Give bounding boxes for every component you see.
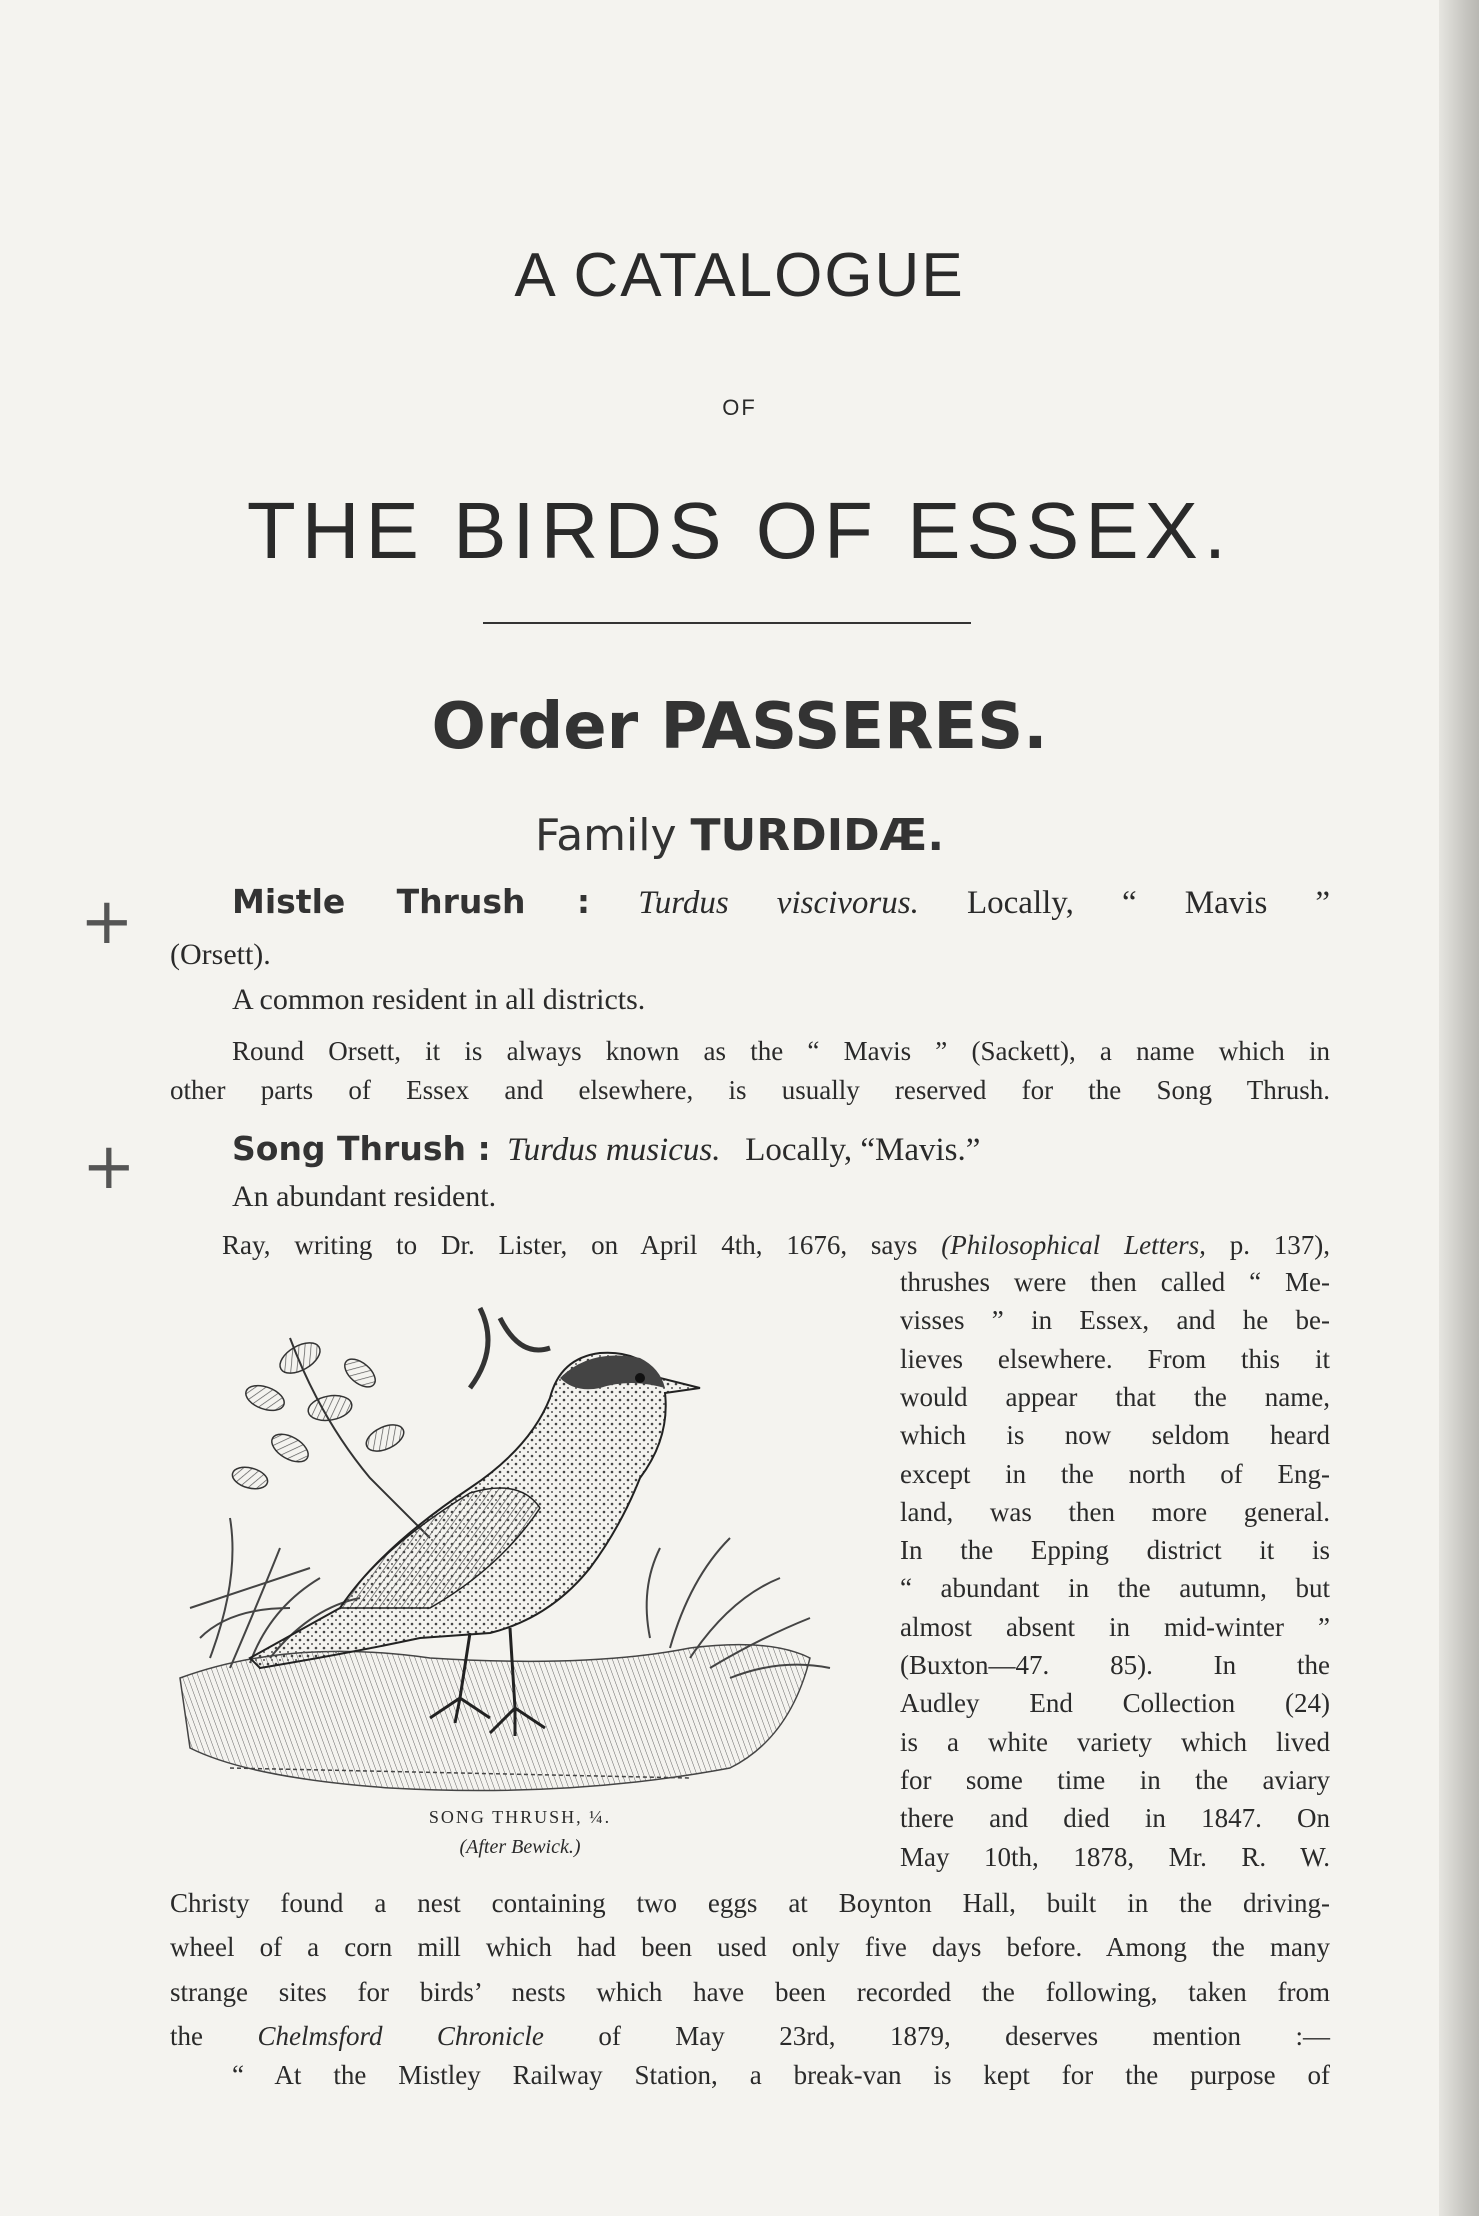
right-column-line: land, was then more general. bbox=[900, 1496, 1330, 1527]
right-column-line: almost absent in mid-winter ” bbox=[900, 1611, 1330, 1642]
mistle-status: A common resident in all districts. bbox=[232, 983, 646, 1016]
order-heading: Order PASSERES. bbox=[431, 690, 1048, 764]
local-name: Locally, “Mavis.” bbox=[745, 1132, 981, 1168]
locally-label: Locally, bbox=[967, 885, 1074, 921]
song-thrush-heading bbox=[232, 1129, 1330, 1169]
right-column-line: thrushes were then called “ Me- bbox=[900, 1267, 1330, 1297]
book-title: THE BIRDS OF ESSEX. bbox=[246, 486, 1233, 575]
species-name: Song Thrush : bbox=[232, 1129, 491, 1168]
catalogue-heading: A CATALOGUE bbox=[514, 241, 965, 310]
right-column-line: May 10th, 1878, Mr. R. W. bbox=[900, 1841, 1330, 1872]
chronicle-title: Chelmsford Chronicle bbox=[257, 2021, 544, 2051]
figure-credit: (After Bewick.) bbox=[459, 1836, 581, 1858]
right-column-line: In the Epping district it is bbox=[900, 1535, 1330, 1566]
figure-caption: SONG THRUSH, ¼. bbox=[428, 1807, 612, 1827]
mistle-thrush-heading bbox=[232, 882, 1330, 922]
species-name: Mistle Thrush : bbox=[232, 882, 591, 921]
quote-line: “ At the Mistley Railway Station, a break-van is kept for the purpose of bbox=[232, 2060, 1330, 2090]
mistle-locality: (Orsett). bbox=[170, 938, 271, 971]
mistle-note-line: Round Orsett, it is always known as the “ Mavis ” (Sackett), a name which in bbox=[232, 1036, 1330, 1066]
title-rule bbox=[483, 622, 971, 624]
chronicle-text: the bbox=[170, 2021, 203, 2051]
margin-cross-mark: + bbox=[80, 885, 134, 959]
ray-quote-line bbox=[222, 1230, 1330, 1261]
right-column-line: (Buxton—47. 85). In the bbox=[900, 1650, 1330, 1680]
family-heading bbox=[0, 810, 1479, 861]
right-column-line: except in the north of Eng- bbox=[900, 1458, 1330, 1489]
right-column-line: Audley End Collection (24) bbox=[900, 1688, 1330, 1719]
ray-page: p. 137), bbox=[1229, 1230, 1331, 1260]
right-column-line: lieves elsewhere. From this it bbox=[900, 1343, 1330, 1374]
local-name: “ Mavis ” bbox=[1122, 885, 1331, 921]
song-status: An abundant resident. bbox=[232, 1180, 497, 1213]
right-column-line: is a white variety which lived bbox=[900, 1726, 1330, 1757]
mistle-note-line: other parts of Essex and elsewhere, is usually reserved for the Song Thrush. bbox=[170, 1075, 1330, 1105]
right-column-line: which is now seldom heard bbox=[900, 1420, 1330, 1451]
family-prefix: Family bbox=[534, 810, 677, 861]
full-width-line: wheel of a corn mill which had been used only five days before. Among the many bbox=[170, 1932, 1330, 1963]
full-width-line: Christy found a nest containing two eggs at Boynton Hall, built in the driving- bbox=[170, 1888, 1330, 1918]
species-latin: Turdus viscivorus. bbox=[638, 885, 919, 921]
of-heading: OF bbox=[722, 395, 757, 420]
page-spine-shadow bbox=[1439, 0, 1479, 2216]
right-column-line: would appear that the name, bbox=[900, 1381, 1330, 1412]
chronicle-text: of May 23rd, 1879, deserves mention :— bbox=[598, 2021, 1330, 2051]
chronicle-line bbox=[170, 2021, 1330, 2052]
ray-reference: (Philosophical Letters, bbox=[941, 1230, 1206, 1260]
right-column-line: visses ” in Essex, and he be- bbox=[900, 1305, 1330, 1336]
species-latin: Turdus musicus. bbox=[507, 1132, 721, 1168]
full-width-line: strange sites for birds’ nests which have been recorded the following, taken from bbox=[170, 1976, 1330, 2007]
ray-text: Ray, writing to Dr. Lister, on April 4th, 1676, says bbox=[222, 1230, 918, 1260]
margin-cross-mark: + bbox=[82, 1130, 136, 1204]
song-thrush-illustration bbox=[170, 1278, 870, 1798]
family-name: TURDIDÆ. bbox=[690, 810, 945, 861]
right-column-line: there and died in 1847. On bbox=[900, 1803, 1330, 1834]
right-column-line: “ abundant in the autumn, but bbox=[900, 1573, 1330, 1604]
right-column-line: for some time in the aviary bbox=[900, 1764, 1330, 1795]
